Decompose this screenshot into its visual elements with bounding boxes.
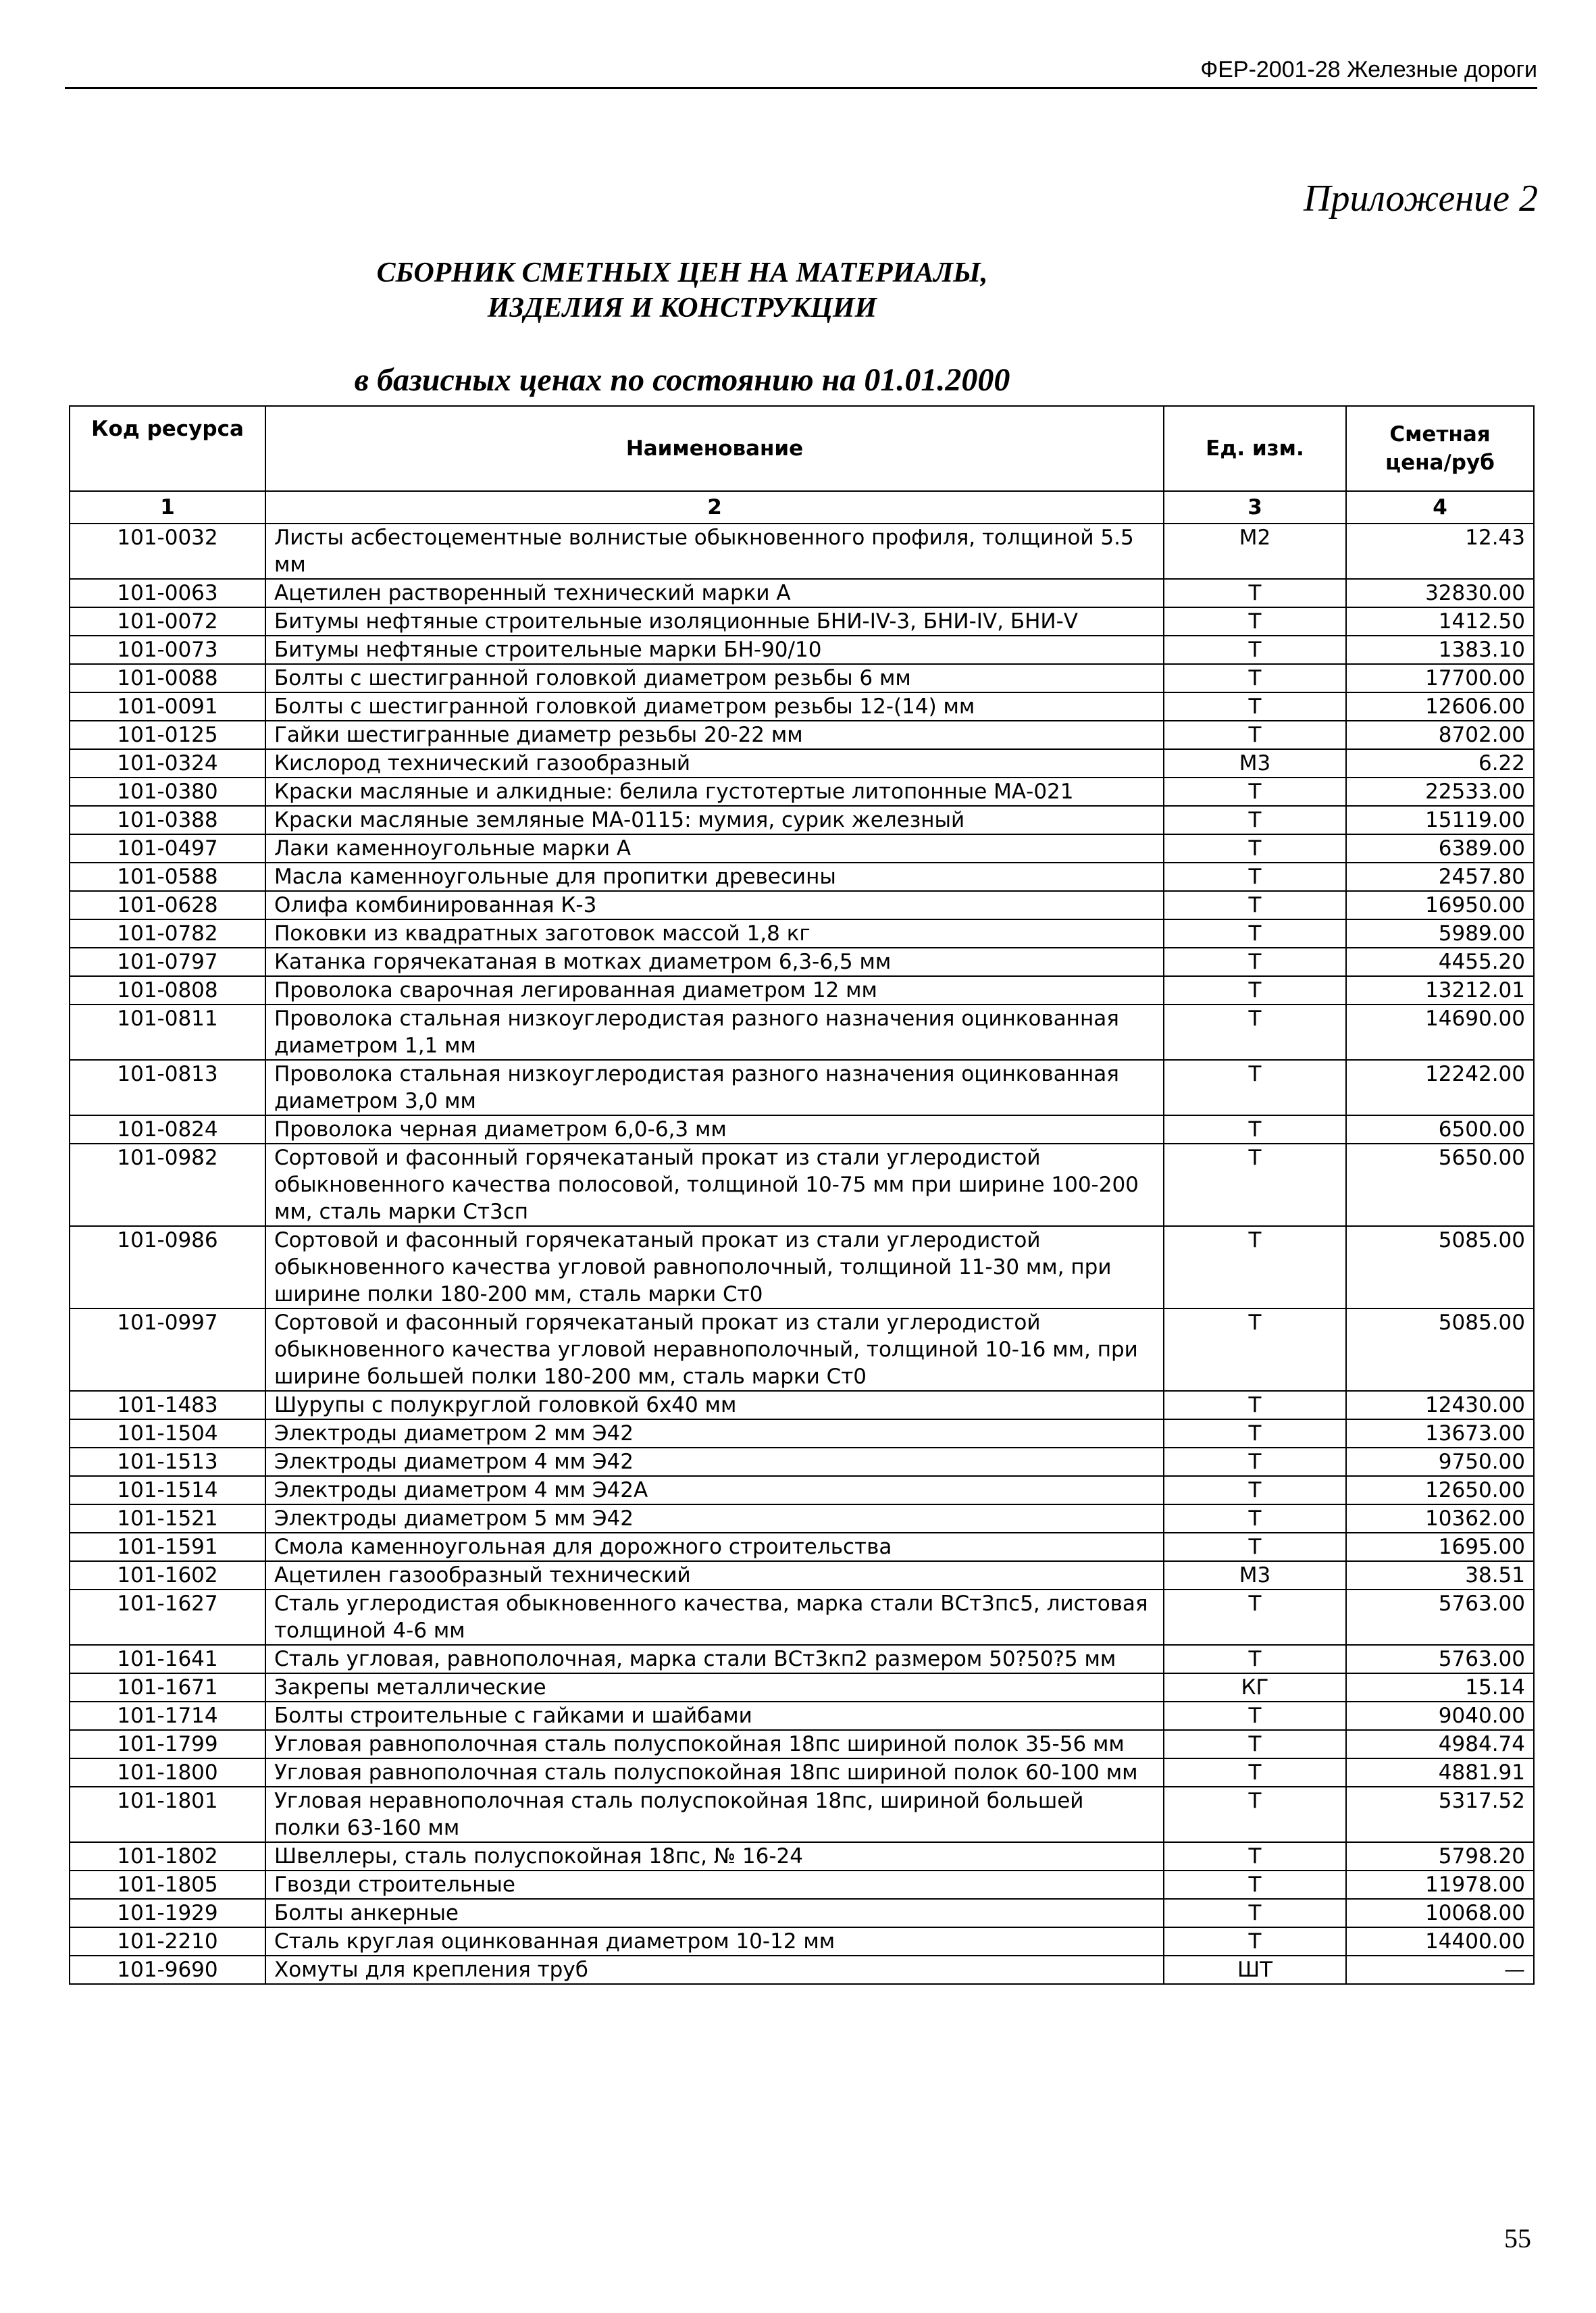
cell-name: Сортовой и фасонный горячекатаный прокат из стали углеродистой обыкновенного качества угловой равнополочный, толщиной 11-30 мм, при ширине полки 180-200 мм, сталь марки Ст0 (265, 1226, 1164, 1308)
cell-unit: Т (1164, 1533, 1346, 1561)
table-row (70, 1144, 1534, 1226)
table-row (70, 664, 1534, 692)
cell-name: Ацетилен растворенный технический марки А (265, 579, 1164, 607)
cell-code: 101-1714 (70, 1702, 265, 1730)
table-row (70, 1899, 1534, 1927)
cell-name: Проволока сварочная легированная диаметром 12 мм (265, 976, 1164, 1005)
cell-code: 101-0380 (70, 778, 265, 806)
cell-code: 101-1799 (70, 1730, 265, 1758)
cell-name: Угловая неравнополочная сталь полуспокойная 18пс, шириной большей полки 63-160 мм (265, 1787, 1164, 1842)
cell-code: 101-1591 (70, 1533, 265, 1561)
cell-name: Сталь круглая оцинкованная диаметром 10-12 мм (265, 1927, 1164, 1956)
cell-code: 101-0797 (70, 948, 265, 976)
cell-unit: Т (1164, 976, 1346, 1005)
table-row (70, 1448, 1534, 1476)
cell-price: — (1346, 1956, 1534, 1984)
cell-code: 101-0032 (70, 524, 265, 579)
cell-unit: КГ (1164, 1673, 1346, 1702)
cell-code: 101-0324 (70, 749, 265, 778)
cell-unit: Т (1164, 806, 1346, 834)
cell-code: 101-1602 (70, 1561, 265, 1590)
cell-price: 13212.01 (1346, 976, 1534, 1005)
cell-price: 5763.00 (1346, 1645, 1534, 1673)
cell-unit: Т (1164, 1758, 1346, 1787)
cell-code: 101-0063 (70, 579, 265, 607)
cell-price: 12242.00 (1346, 1060, 1534, 1115)
cell-code: 101-0497 (70, 834, 265, 863)
cell-unit: Т (1164, 664, 1346, 692)
cell-price: 5085.00 (1346, 1308, 1534, 1391)
table-row (70, 834, 1534, 863)
table-row (70, 1476, 1534, 1504)
cell-name: Электроды диаметром 5 мм Э42 (265, 1504, 1164, 1533)
cell-code: 101-1805 (70, 1871, 265, 1899)
cell-unit: Т (1164, 721, 1346, 749)
cell-price: 11978.00 (1346, 1871, 1534, 1899)
cell-unit: Т (1164, 1927, 1346, 1956)
cell-unit: Т (1164, 1308, 1346, 1391)
cell-name: Сталь угловая, равнополочная, марка стали ВСт3кп2 размером 50?50?5 мм (265, 1645, 1164, 1673)
table-row (70, 863, 1534, 891)
cell-name: Электроды диаметром 4 мм Э42А (265, 1476, 1164, 1504)
cell-code: 101-0088 (70, 664, 265, 692)
table-row (70, 1758, 1534, 1787)
cell-name: Краски масляные земляные МА-0115: мумия, сурик железный (265, 806, 1164, 834)
cell-name: Сортовой и фасонный горячекатаный прокат из стали углеродистой обыкновенного качества полосовой, толщиной 10-75 мм при ширине 100-200 мм, сталь марки Ст3сп (265, 1144, 1164, 1226)
cell-name: Угловая равнополочная сталь полуспокойная 18пс шириной полок 35-56 мм (265, 1730, 1164, 1758)
cell-name: Проволока стальная низкоуглеродистая разного назначения оцинкованная диаметром 1,1 мм (265, 1005, 1164, 1060)
cell-code: 101-0628 (70, 891, 265, 919)
cell-name: Гвозди строительные (265, 1871, 1164, 1899)
title-line-1: СБОРНИК СМЕТНЫХ ЦЕН НА МАТЕРИАЛЫ, (376, 257, 988, 288)
title-line-2: ИЗДЕЛИЯ И КОНСТРУКЦИИ (487, 293, 877, 324)
cell-name: Электроды диаметром 4 мм Э42 (265, 1448, 1164, 1476)
cell-name: Проволока черная диаметром 6,0-6,3 мм (265, 1115, 1164, 1144)
table-row (70, 1391, 1534, 1419)
table-row (70, 579, 1534, 607)
cell-name: Битумы нефтяные строительные марки БН-90/10 (265, 636, 1164, 664)
cell-unit: М2 (1164, 524, 1346, 579)
table-row (70, 1645, 1534, 1673)
cell-unit: Т (1164, 1504, 1346, 1533)
cell-price: 12650.00 (1346, 1476, 1534, 1504)
table-row (70, 976, 1534, 1005)
cell-price: 8702.00 (1346, 721, 1534, 749)
table-row (70, 1956, 1534, 1984)
table-row (70, 1419, 1534, 1448)
cell-price: 5085.00 (1346, 1226, 1534, 1308)
cell-unit: М3 (1164, 749, 1346, 778)
cell-unit: Т (1164, 1871, 1346, 1899)
cell-price: 9750.00 (1346, 1448, 1534, 1476)
cell-code: 101-1641 (70, 1645, 265, 1673)
cell-price: 9040.00 (1346, 1702, 1534, 1730)
cell-price: 12430.00 (1346, 1391, 1534, 1419)
cell-code: 101-1671 (70, 1673, 265, 1702)
page-number: 55 (1504, 2223, 1531, 2254)
cell-code: 101-0997 (70, 1308, 265, 1391)
cell-unit: Т (1164, 919, 1346, 948)
cell-name: Сталь углеродистая обыкновенного качества, марка стали ВСт3пс5, листовая толщиной 4-6 мм (265, 1590, 1164, 1645)
cell-code: 101-0824 (70, 1115, 265, 1144)
cell-price: 6.22 (1346, 749, 1534, 778)
cell-code: 101-0588 (70, 863, 265, 891)
table-row (70, 1115, 1534, 1144)
table-row (70, 778, 1534, 806)
cell-code: 101-1514 (70, 1476, 265, 1504)
cell-price: 10068.00 (1346, 1899, 1534, 1927)
cell-code: 101-1802 (70, 1842, 265, 1871)
cell-price: 1695.00 (1346, 1533, 1534, 1561)
cell-unit: Т (1164, 1787, 1346, 1842)
cell-name: Краски масляные и алкидные: белила густотертые литопонные МА-021 (265, 778, 1164, 806)
cell-unit: Т (1164, 692, 1346, 721)
table-row (70, 1005, 1534, 1060)
cell-name: Битумы нефтяные строительные изоляционные БНИ-IV-3, БНИ-IV, БНИ-V (265, 607, 1164, 636)
cell-unit: М3 (1164, 1561, 1346, 1590)
header-unit: Ед. изм. (1164, 406, 1346, 491)
cell-code: 101-0813 (70, 1060, 265, 1115)
table-row (70, 1842, 1534, 1871)
appendix-label: Приложение 2 (1304, 178, 1538, 220)
table-row (70, 1504, 1534, 1533)
cell-code: 101-9690 (70, 1956, 265, 1984)
cell-code: 101-1800 (70, 1758, 265, 1787)
cell-unit: Т (1164, 1060, 1346, 1115)
cell-code: 101-1483 (70, 1391, 265, 1419)
cell-price: 1383.10 (1346, 636, 1534, 664)
cell-code: 101-1801 (70, 1787, 265, 1842)
cell-unit: Т (1164, 1419, 1346, 1448)
running-header: ФЕР-2001-28 Железные дороги (65, 57, 1537, 89)
cell-name: Лаки каменноугольные марки А (265, 834, 1164, 863)
cell-unit: Т (1164, 1391, 1346, 1419)
cell-name: Электроды диаметром 2 мм Э42 (265, 1419, 1164, 1448)
cell-unit: Т (1164, 1730, 1346, 1758)
column-number: 2 (265, 491, 1164, 524)
cell-name: Швеллеры, сталь полуспокойная 18пс, № 16-24 (265, 1842, 1164, 1871)
cell-unit: Т (1164, 834, 1346, 863)
cell-name: Угловая равнополочная сталь полуспокойная 18пс шириной полок 60-100 мм (265, 1758, 1164, 1787)
table-row (70, 1561, 1534, 1590)
cell-price: 5798.20 (1346, 1842, 1534, 1871)
table-row (70, 1533, 1534, 1561)
column-number: 4 (1346, 491, 1534, 524)
table-row (70, 636, 1534, 664)
column-number: 3 (1164, 491, 1346, 524)
cell-price: 16950.00 (1346, 891, 1534, 919)
table-row (70, 1226, 1534, 1308)
cell-unit: Т (1164, 1005, 1346, 1060)
cell-price: 13673.00 (1346, 1419, 1534, 1448)
cell-code: 101-0811 (70, 1005, 265, 1060)
table-header-row (70, 406, 1534, 491)
cell-unit: Т (1164, 1702, 1346, 1730)
cell-price: 14690.00 (1346, 1005, 1534, 1060)
table-row (70, 749, 1534, 778)
cell-price: 4984.74 (1346, 1730, 1534, 1758)
cell-price: 1412.50 (1346, 607, 1534, 636)
price-table (69, 405, 1535, 1985)
cell-price: 12606.00 (1346, 692, 1534, 721)
cell-name: Гайки шестигранные диаметр резьбы 20-22 мм (265, 721, 1164, 749)
table-row (70, 1060, 1534, 1115)
cell-code: 101-2210 (70, 1927, 265, 1956)
cell-code: 101-0986 (70, 1226, 265, 1308)
cell-code: 101-1929 (70, 1899, 265, 1927)
table-row (70, 1590, 1534, 1645)
cell-price: 5317.52 (1346, 1787, 1534, 1842)
table-row (70, 1871, 1534, 1899)
cell-unit: Т (1164, 1226, 1346, 1308)
cell-name: Болты анкерные (265, 1899, 1164, 1927)
cell-price: 12.43 (1346, 524, 1534, 579)
cell-unit: Т (1164, 1476, 1346, 1504)
cell-name: Катанка горячекатаная в мотках диаметром 6,3-6,5 мм (265, 948, 1164, 976)
cell-unit: Т (1164, 891, 1346, 919)
cell-price: 15.14 (1346, 1673, 1534, 1702)
cell-name: Олифа комбинированная К-3 (265, 891, 1164, 919)
cell-price: 4881.91 (1346, 1758, 1534, 1787)
cell-name: Болты строительные с гайками и шайбами (265, 1702, 1164, 1730)
table-row (70, 919, 1534, 948)
cell-unit: Т (1164, 1590, 1346, 1645)
cell-code: 101-0073 (70, 636, 265, 664)
cell-name: Закрепы металлические (265, 1673, 1164, 1702)
cell-code: 101-1627 (70, 1590, 265, 1645)
column-number-row (70, 491, 1534, 524)
cell-name: Поковки из квадратных заготовок массой 1,8 кг (265, 919, 1164, 948)
cell-price: 5989.00 (1346, 919, 1534, 948)
cell-name: Болты с шестигранной головкой диаметром резьбы 12-(14) мм (265, 692, 1164, 721)
cell-price: 10362.00 (1346, 1504, 1534, 1533)
cell-price: 15119.00 (1346, 806, 1534, 834)
cell-name: Масла каменноугольные для пропитки древесины (265, 863, 1164, 891)
cell-unit: Т (1164, 579, 1346, 607)
cell-unit: Т (1164, 636, 1346, 664)
cell-unit: Т (1164, 1115, 1346, 1144)
cell-price: 14400.00 (1346, 1927, 1534, 1956)
cell-code: 101-1521 (70, 1504, 265, 1533)
cell-unit: Т (1164, 1645, 1346, 1673)
header-name: Наименование (265, 406, 1164, 491)
table-row (70, 692, 1534, 721)
header-code: Код ресурса (70, 406, 265, 491)
cell-unit: Т (1164, 1448, 1346, 1476)
cell-code: 101-0982 (70, 1144, 265, 1226)
cell-name: Болты с шестигранной головкой диаметром резьбы 6 мм (265, 664, 1164, 692)
cell-name: Кислород технический газообразный (265, 749, 1164, 778)
cell-price: 2457.80 (1346, 863, 1534, 891)
table-row (70, 948, 1534, 976)
cell-price: 6389.00 (1346, 834, 1534, 863)
cell-unit: Т (1164, 1144, 1346, 1226)
cell-price: 6500.00 (1346, 1115, 1534, 1144)
table-row (70, 1702, 1534, 1730)
cell-unit: Т (1164, 1842, 1346, 1871)
cell-unit: Т (1164, 1899, 1346, 1927)
cell-unit: Т (1164, 607, 1346, 636)
column-number: 1 (70, 491, 265, 524)
cell-name: Смола каменноугольная для дорожного строительства (265, 1533, 1164, 1561)
table-row (70, 524, 1534, 579)
cell-price: 38.51 (1346, 1561, 1534, 1590)
cell-price: 32830.00 (1346, 579, 1534, 607)
table-body (70, 524, 1534, 1984)
table-row (70, 721, 1534, 749)
cell-code: 101-0808 (70, 976, 265, 1005)
cell-name: Листы асбестоцементные волнистые обыкновенного профиля, толщиной 5.5 мм (265, 524, 1164, 579)
cell-name: Проволока стальная низкоуглеродистая разного назначения оцинкованная диаметром 3,0 мм (265, 1060, 1164, 1115)
table-row (70, 1673, 1534, 1702)
cell-price: 17700.00 (1346, 664, 1534, 692)
table-row (70, 1927, 1534, 1956)
cell-price: 5650.00 (1346, 1144, 1534, 1226)
cell-unit: Т (1164, 863, 1346, 891)
cell-name: Сортовой и фасонный горячекатаный прокат из стали углеродистой обыкновенного качества угловой неравнополочный, толщиной 10-16 мм, при ширине большей полки 180-200 мм, сталь марки Ст0 (265, 1308, 1164, 1391)
cell-price: 22533.00 (1346, 778, 1534, 806)
table-row (70, 1308, 1534, 1391)
cell-name: Ацетилен газообразный технический (265, 1561, 1164, 1590)
cell-code: 101-0091 (70, 692, 265, 721)
cell-name: Шурупы с полукруглой головкой 6х40 мм (265, 1391, 1164, 1419)
cell-price: 4455.20 (1346, 948, 1534, 976)
cell-price: 5763.00 (1346, 1590, 1534, 1645)
cell-unit: Т (1164, 948, 1346, 976)
header-price: Сметная цена/руб (1346, 406, 1534, 491)
cell-code: 101-1504 (70, 1419, 265, 1448)
cell-unit: ШТ (1164, 1956, 1346, 1984)
table-row (70, 1787, 1534, 1842)
cell-code: 101-1513 (70, 1448, 265, 1476)
cell-code: 101-0782 (70, 919, 265, 948)
table-row (70, 607, 1534, 636)
cell-unit: Т (1164, 778, 1346, 806)
cell-code: 101-0125 (70, 721, 265, 749)
table-row (70, 891, 1534, 919)
cell-code: 101-0388 (70, 806, 265, 834)
document-subtitle: в базисных ценах по состоянию на 01.01.2000 (354, 362, 1010, 398)
table-row (70, 806, 1534, 834)
document-title (243, 255, 1121, 326)
cell-name: Хомуты для крепления труб (265, 1956, 1164, 1984)
cell-code: 101-0072 (70, 607, 265, 636)
table-row (70, 1730, 1534, 1758)
